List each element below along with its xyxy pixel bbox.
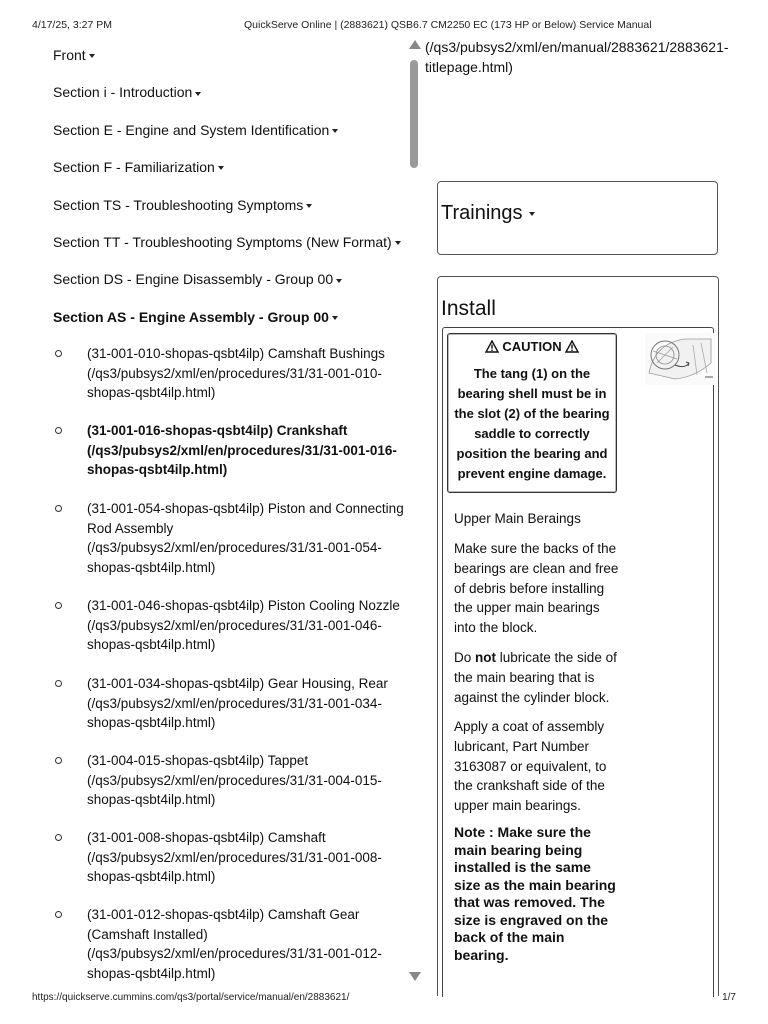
nav-item-section-f[interactable] — [53, 152, 408, 189]
procedure-line: shopas-qsbt4ilp.html) — [87, 715, 216, 730]
procedure-line: (31-001-012-shopas-qsbt4ilp) Camshaft Gear — [87, 907, 360, 922]
paragraph-line: upper main bearings. — [454, 798, 581, 814]
note-line: size as the main bearing — [454, 876, 616, 893]
bullet-icon — [55, 834, 62, 841]
procedure-link[interactable] — [55, 905, 382, 983]
procedure-line: shopas-qsbt4ilp.html) — [87, 792, 216, 807]
bullet-icon — [55, 757, 62, 764]
procedure-line: (31-001-010-shopas-qsbt4ilp) Camshaft Bushings — [87, 346, 385, 361]
paragraph-line: against the cylinder block. — [454, 689, 610, 705]
link-line: titlepage.html) — [425, 59, 513, 75]
trainings-panel — [437, 181, 718, 255]
paragraph-line: Make sure the backs of the — [454, 541, 617, 556]
procedure-line: (/qs3/pubsys2/xml/en/procedures/31/31-001-034- — [87, 695, 382, 711]
paragraph-line: bearings are clean and free — [454, 560, 619, 576]
procedure-line: (/qs3/pubsys2/xml/en/procedures/31/31-004-015- — [87, 772, 382, 788]
bearing-diagram[interactable] — [645, 333, 715, 385]
note-line: back of the main — [454, 929, 565, 945]
procedure-line: Rod Assembly — [87, 520, 174, 536]
procedure-line: shopas-qsbt4ilp.html) — [87, 637, 216, 652]
caret-down-icon — [306, 204, 312, 208]
procedure-line: (31-001-016-shopas-qsbt4ilp) Crankshaft — [87, 423, 348, 438]
bullet-icon — [55, 680, 62, 687]
procedure-line: shopas-qsbt4ilp.html) — [87, 965, 216, 981]
install-content — [442, 327, 714, 997]
procedure-line: shopas-qsbt4ilp.html) — [87, 869, 216, 884]
procedure-link[interactable] — [55, 828, 382, 887]
caution-text — [454, 364, 610, 484]
bullet-icon — [55, 427, 62, 434]
nav-scrollbar[interactable] — [408, 40, 422, 985]
procedure-line: shopas-qsbt4ilp.html) — [87, 462, 228, 477]
procedure-line: (31-001-008-shopas-qsbt4ilp) Camshaft — [87, 830, 326, 845]
nav-item-label: Section E - Engine and System Identification — [53, 121, 330, 138]
procedure-line: (/qs3/pubsys2/xml/en/procedures/31/31-001-016- — [87, 442, 397, 458]
note-line: Note : Make sure the — [454, 824, 591, 840]
nav-item-section-ds[interactable] — [53, 264, 408, 301]
nav-item-front[interactable] — [53, 40, 408, 77]
caution-line: The tang (1) on the — [473, 366, 591, 381]
scroll-up-arrow-icon[interactable] — [409, 40, 421, 49]
paragraph-line: 3163087 or equivalent, to — [454, 758, 607, 774]
caret-down-icon — [332, 316, 338, 320]
section-nav — [53, 40, 408, 339]
note-paragraph — [454, 824, 630, 964]
paragraph-line: the upper main bearings — [454, 600, 600, 616]
note-line: bearing. — [454, 946, 509, 963]
caution-line: saddle to correctly — [474, 426, 590, 441]
paragraph-line: lubricant, Part Number — [454, 738, 590, 754]
procedure-line: (/qs3/pubsys2/xml/en/procedures/31/31-001-010- — [87, 365, 382, 381]
install-panel — [437, 276, 719, 996]
note-line: that was removed. The — [454, 894, 605, 910]
paragraph-line: into the block. — [454, 620, 538, 636]
procedure-line: (31-004-015-shopas-qsbt4ilp) Tappet — [87, 753, 309, 768]
emphasis-text: not — [475, 650, 497, 665]
note-line: size is engraved on the — [454, 911, 609, 928]
nav-item-section-e[interactable] — [53, 115, 408, 152]
procedure-link[interactable] — [55, 344, 385, 403]
nav-item-section-tt[interactable] — [53, 227, 408, 264]
caution-line: the slot (2) of the bearing — [454, 406, 610, 421]
link-line: (/qs3/pubsys2/xml/en/manual/2883621/2883621- — [425, 39, 729, 55]
nav-item-label: Section F - Familiarization — [53, 159, 215, 176]
caret-down-icon — [336, 279, 342, 283]
paragraph-line: the crankshaft side of the — [454, 778, 605, 794]
paragraph-line: the main bearing that is — [454, 669, 595, 685]
procedure-link[interactable] — [55, 421, 397, 480]
nav-item-section-ts[interactable] — [53, 190, 408, 227]
trainings-title: Trainings — [441, 202, 523, 224]
print-url: https://quickserve.cummins.com/qs3/portal/service/manual/en/2883621/ — [32, 992, 350, 1003]
text-run: lubricate the side of — [496, 650, 617, 665]
nav-item-label: Front — [53, 47, 86, 63]
nav-item-label: Section DS - Engine Disassembly - Group 00 — [53, 271, 334, 288]
trainings-dropdown[interactable] — [441, 202, 535, 225]
instruction-paragraph — [454, 648, 624, 707]
nav-item-label: Section TS - Troubleshooting Symptoms — [53, 196, 304, 213]
nav-item-section-as[interactable] — [53, 302, 408, 339]
procedure-line: (/qs3/pubsys2/xml/en/procedures/31/31-001-012- — [87, 946, 382, 961]
caret-down-icon — [332, 129, 338, 133]
paragraph-line: of debris before installing — [454, 580, 605, 596]
instruction-paragraph — [454, 717, 624, 816]
nav-item-label: Section AS - Engine Assembly - Group 00 — [53, 308, 329, 325]
print-date: 4/17/25, 3:27 PM — [32, 19, 112, 31]
procedure-line: (/qs3/pubsys2/xml/en/procedures/31/31-001-046- — [87, 617, 382, 633]
caret-down-icon — [529, 212, 535, 216]
caret-down-icon — [395, 241, 401, 245]
procedure-link[interactable] — [55, 596, 400, 655]
caution-line: prevent engine damage. — [457, 466, 607, 481]
procedure-line: (31-001-054-shopas-qsbt4ilp) Piston and Connecting — [87, 501, 404, 516]
bullet-icon — [55, 602, 62, 609]
caution-line: bearing shell must be in — [457, 386, 607, 401]
paragraph-line: Apply a coat of assembly — [454, 719, 605, 734]
procedure-line: (31-001-034-shopas-qsbt4ilp) Gear Housing, Rear — [87, 676, 388, 691]
caret-down-icon — [195, 92, 201, 96]
procedure-line: shopas-qsbt4ilp.html) — [87, 385, 216, 400]
upper-main-bearings-heading: Upper Main Beraings — [454, 511, 581, 526]
nav-item-section-i[interactable] — [53, 77, 408, 114]
note-line: main bearing being — [454, 841, 583, 858]
procedure-link[interactable] — [55, 751, 382, 810]
bullet-icon — [55, 505, 62, 512]
text-run: Do — [454, 650, 476, 665]
procedure-line: (Camshaft Installed) — [87, 926, 208, 942]
warning-triangle-icon — [565, 340, 579, 353]
print-title: QuickServe Online | (2883621) QSB6.7 CM2250 EC (173 HP or Below) Service Manual — [244, 19, 652, 31]
warning-triangle-icon — [485, 340, 499, 353]
procedure-line: (31-001-046-shopas-qsbt4ilp) Piston Cooling Nozzle — [87, 598, 400, 613]
install-title: Install — [441, 297, 496, 320]
scroll-thumb[interactable] — [410, 60, 418, 168]
bullet-icon — [55, 911, 62, 918]
caution-label: CAUTION — [502, 339, 562, 354]
procedure-link[interactable] — [55, 674, 388, 733]
caution-box — [447, 333, 617, 493]
page-count: 1/7 — [722, 992, 736, 1003]
procedure-line: (/qs3/pubsys2/xml/en/procedures/31/31-001-054- — [87, 540, 382, 555]
caret-down-icon — [218, 166, 224, 170]
caret-down-icon — [89, 54, 95, 58]
note-line: installed is the same — [454, 859, 591, 875]
nav-item-label: Section i - Introduction — [53, 84, 193, 101]
procedure-line: shopas-qsbt4ilp.html) — [87, 559, 216, 575]
scroll-down-arrow-icon[interactable] — [409, 972, 421, 981]
procedure-line: (/qs3/pubsys2/xml/en/procedures/31/31-001-008- — [87, 849, 382, 865]
paragraph-line — [454, 648, 624, 668]
caution-line: position the bearing and — [456, 446, 608, 461]
instruction-paragraph — [454, 539, 624, 638]
bullet-icon — [55, 350, 62, 357]
nav-item-label: Section TT - Troubleshooting Symptoms (New Format) — [53, 233, 392, 250]
procedure-link[interactable] — [55, 499, 404, 577]
titlepage-link[interactable] — [425, 37, 745, 77]
caution-heading — [448, 339, 616, 354]
